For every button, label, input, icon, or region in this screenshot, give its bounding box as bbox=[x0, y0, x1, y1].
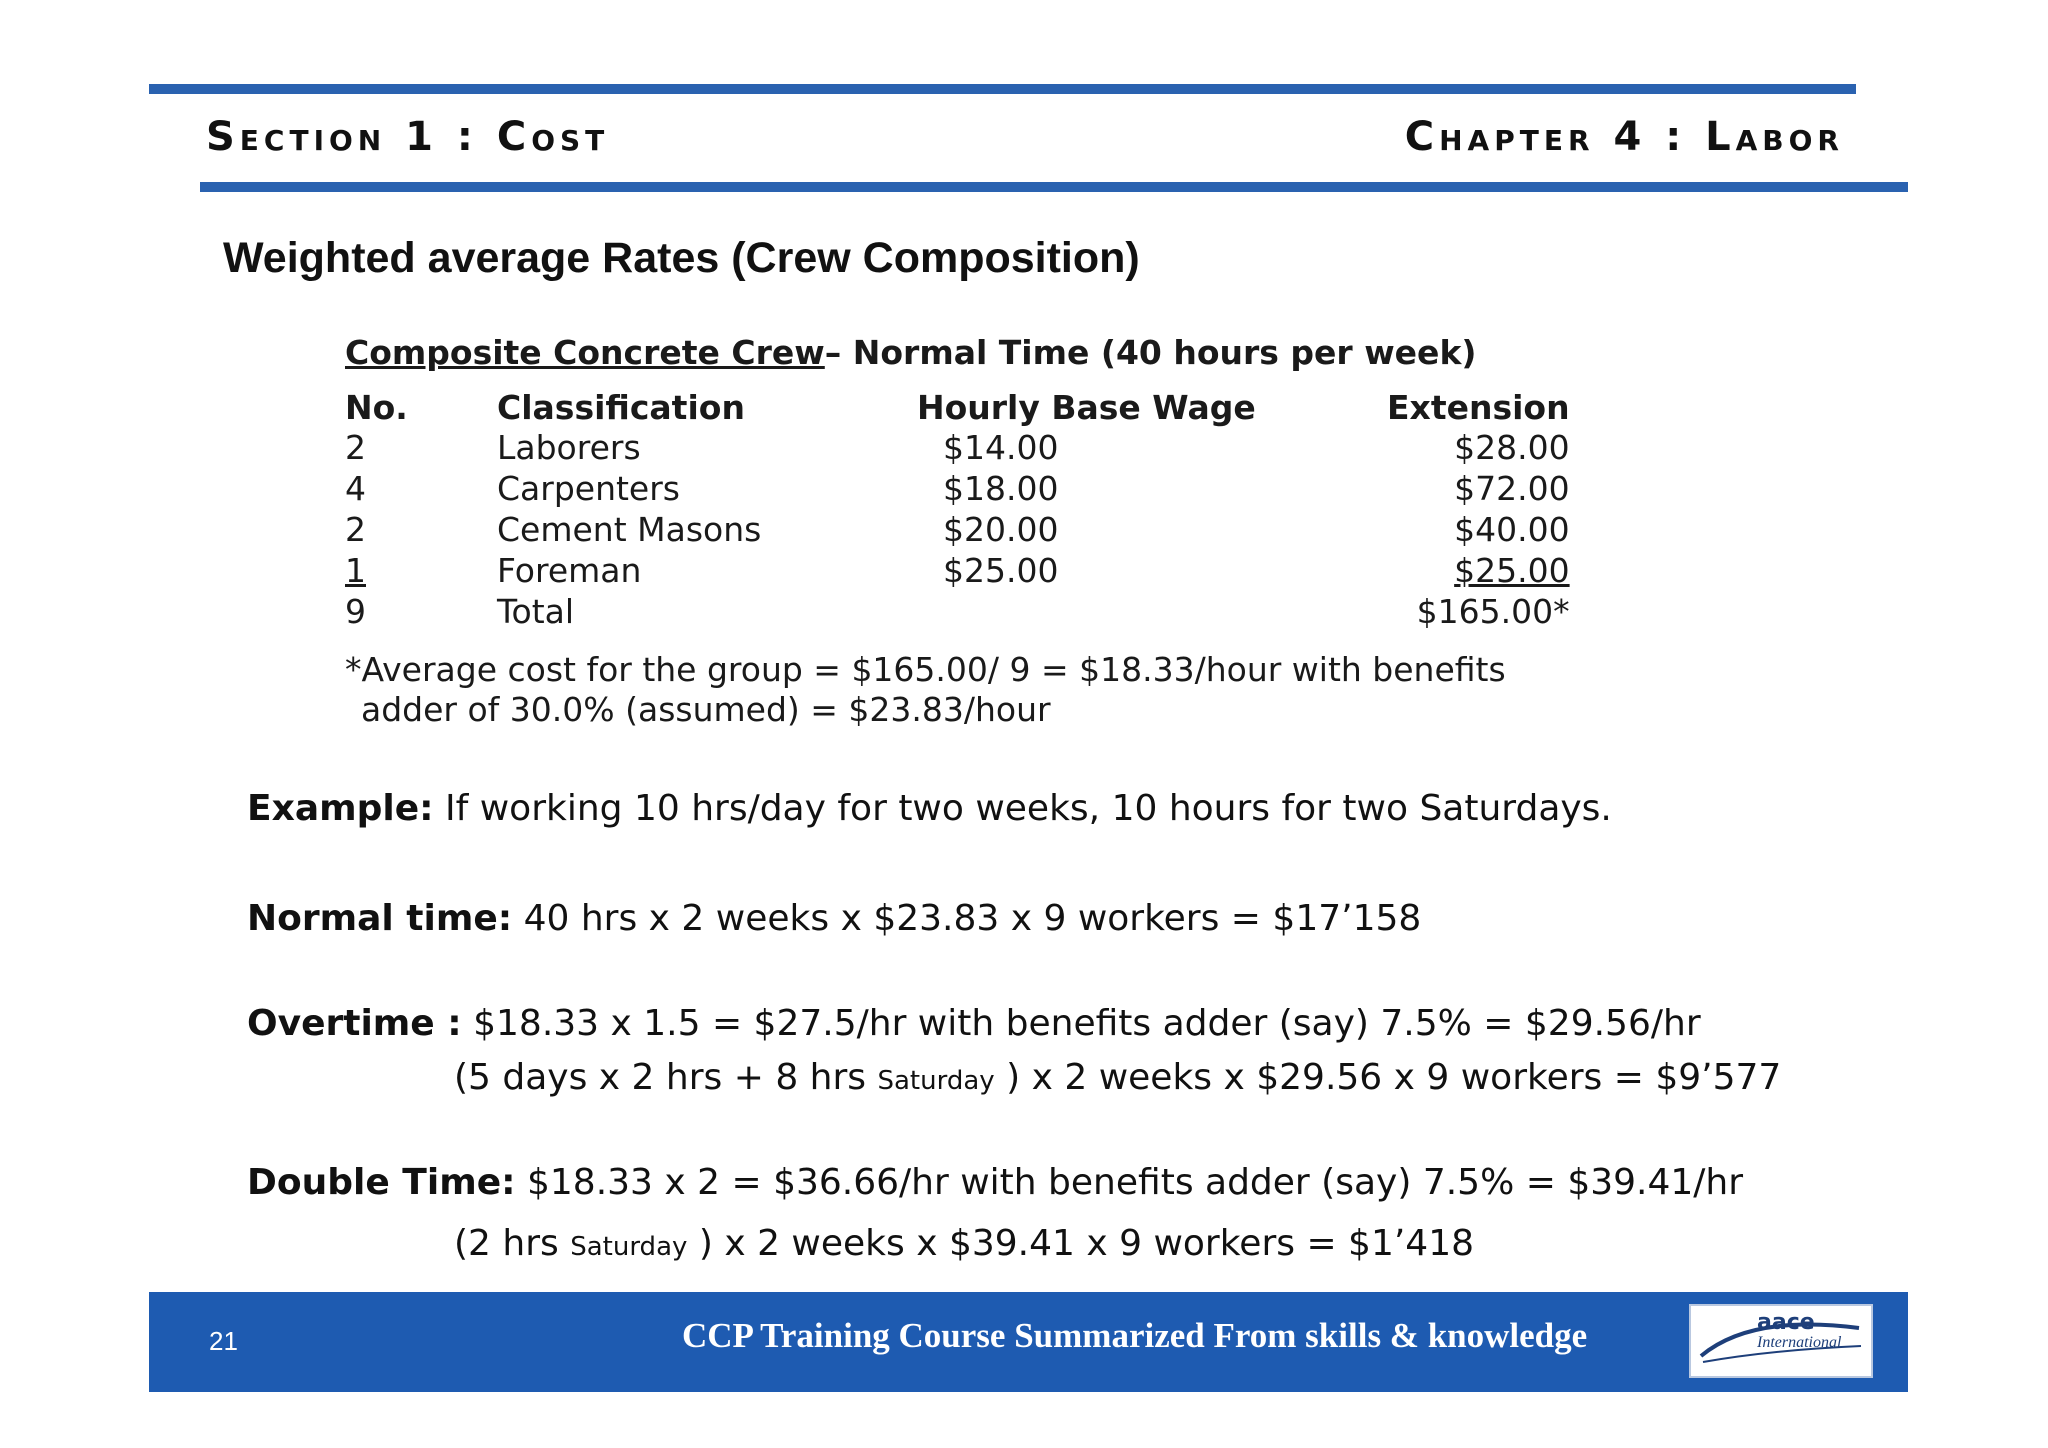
section-heading: Section 1 : Cost bbox=[206, 114, 610, 160]
total-extension: $165.00* bbox=[1416, 592, 1570, 631]
header-top-rule bbox=[149, 84, 1856, 94]
double-time-line2-a: (2 hrs bbox=[454, 1223, 571, 1264]
overtime-line bbox=[247, 1003, 1701, 1044]
overtime-line2-saturday: Saturday bbox=[877, 1066, 995, 1096]
cell-wage: $25.00 bbox=[943, 551, 1059, 590]
logo-main-text: aace bbox=[1757, 1310, 1815, 1335]
crew-caption bbox=[345, 333, 1725, 377]
table-row bbox=[345, 427, 1570, 468]
cell-extension: $40.00 bbox=[1454, 510, 1570, 549]
total-label: Total bbox=[497, 592, 575, 631]
cell-extension: $28.00 bbox=[1454, 428, 1570, 467]
column-header-wage: Hourly Base Wage bbox=[917, 388, 1256, 427]
crew-caption-rest: – Normal Time (40 hours per week) bbox=[824, 333, 1477, 372]
table-row bbox=[345, 509, 1570, 550]
example-label: Example: bbox=[247, 788, 434, 829]
cell-no: 2 bbox=[345, 510, 366, 549]
header-bottom-rule bbox=[200, 182, 1908, 192]
double-time-line bbox=[247, 1162, 1743, 1203]
cell-classification: Cement Masons bbox=[497, 510, 762, 549]
table-row bbox=[345, 550, 1570, 591]
cell-classification: Laborers bbox=[497, 428, 641, 467]
chapter-heading: Chapter 4 : Labor bbox=[1404, 114, 1844, 160]
table-row bbox=[345, 468, 1570, 509]
column-header-classification: Classification bbox=[497, 388, 745, 427]
footnote-line-2: adder of 30.0% (assumed) = $23.83/hour bbox=[361, 690, 1051, 729]
footnote-line-1: *Average cost for the group = $165.00/ 9 = $18.33/hour with benefits bbox=[345, 650, 1506, 689]
crew-table bbox=[345, 377, 1570, 632]
normal-time-text: 40 hrs x 2 weeks x $23.83 x 9 workers = $17’158 bbox=[512, 898, 1422, 939]
normal-time-label: Normal time: bbox=[247, 898, 513, 939]
cell-no: 4 bbox=[345, 469, 366, 508]
double-time-line2-b: ) x 2 weeks x $39.41 x 9 workers = $1’418 bbox=[687, 1223, 1475, 1264]
column-header-no: No. bbox=[345, 388, 408, 427]
logo-sub-text: International bbox=[1757, 1334, 1842, 1351]
cell-extension: $25.00 bbox=[1454, 551, 1570, 590]
table-total-row bbox=[345, 591, 1570, 632]
double-time-label: Double Time: bbox=[247, 1162, 516, 1203]
example-line bbox=[247, 788, 1612, 829]
total-wage-empty bbox=[917, 591, 1387, 632]
page-title: Weighted average Rates (Crew Composition) bbox=[223, 234, 1140, 282]
aace-logo bbox=[1689, 1304, 1873, 1378]
double-time-text: $18.33 x 2 = $36.66/hr with benefits adder (say) 7.5% = $39.41/hr bbox=[515, 1162, 1744, 1203]
footer-text: CCP Training Course Summarized From skills & knowledge bbox=[682, 1316, 1588, 1355]
overtime-label: Overtime : bbox=[247, 1003, 462, 1044]
total-no: 9 bbox=[345, 592, 366, 631]
double-time-line-2 bbox=[454, 1223, 1474, 1264]
overtime-line-2 bbox=[454, 1057, 1781, 1098]
example-text: If working 10 hrs/day for two weeks, 10 hours for two Saturdays. bbox=[433, 788, 1612, 829]
table-header-row bbox=[345, 377, 1570, 427]
overtime-text: $18.33 x 1.5 = $27.5/hr with benefits adder (say) 7.5% = $29.56/hr bbox=[461, 1003, 1701, 1044]
cell-no: 2 bbox=[345, 428, 366, 467]
cell-wage: $18.00 bbox=[943, 469, 1059, 508]
crew-footnote bbox=[345, 650, 1725, 730]
column-header-extension: Extension bbox=[1387, 388, 1570, 427]
normal-time-line bbox=[247, 898, 1421, 939]
double-time-line2-saturday: Saturday bbox=[570, 1232, 688, 1262]
cell-wage: $14.00 bbox=[943, 428, 1059, 467]
crew-composition-figure bbox=[345, 333, 1725, 730]
overtime-line2-a: (5 days x 2 hrs + 8 hrs bbox=[454, 1057, 878, 1098]
overtime-line2-b: ) x 2 weeks x $29.56 x 9 workers = $9’577 bbox=[994, 1057, 1782, 1098]
cell-classification: Foreman bbox=[497, 551, 642, 590]
footer-bar bbox=[149, 1292, 1908, 1392]
cell-wage: $20.00 bbox=[943, 510, 1059, 549]
cell-classification: Carpenters bbox=[497, 469, 680, 508]
page-number: 21 bbox=[209, 1326, 238, 1356]
crew-caption-underlined: Composite Concrete Crew bbox=[345, 333, 825, 372]
cell-extension: $72.00 bbox=[1454, 469, 1570, 508]
cell-no: 1 bbox=[345, 551, 366, 590]
